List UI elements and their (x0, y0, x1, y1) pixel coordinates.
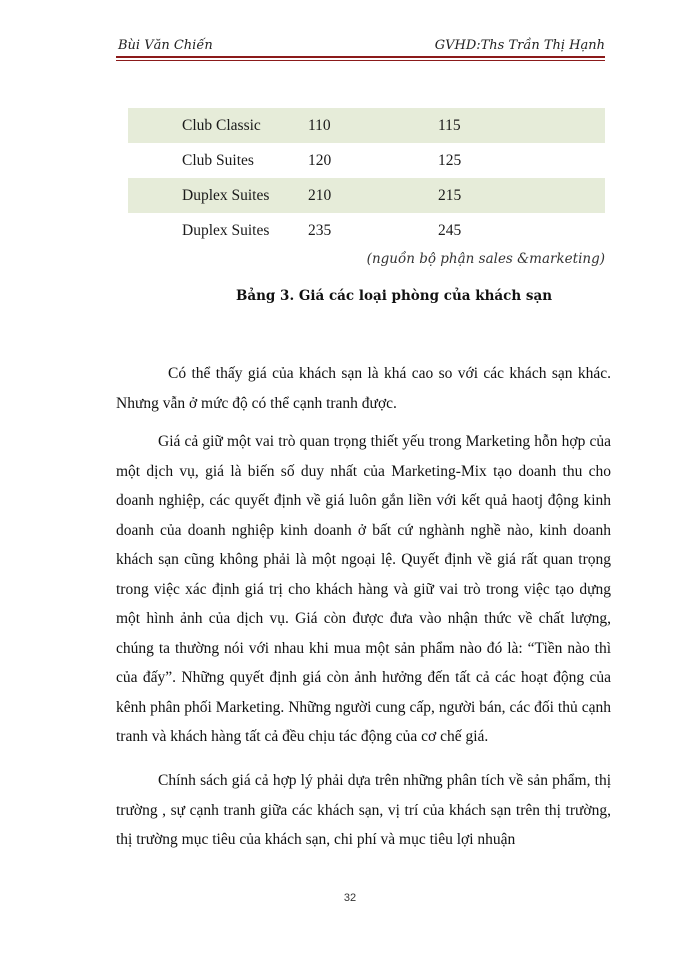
price-cell: 120 (308, 151, 332, 169)
room-price-table (128, 108, 605, 248)
page-number: 32 (343, 892, 357, 904)
table-row (128, 108, 605, 143)
header-rule (116, 56, 605, 58)
price-cell: 125 (438, 151, 462, 169)
room-type-cell: Club Classic (128, 108, 308, 143)
price-cell: 110 (308, 108, 438, 143)
price-cell: 235 (308, 221, 332, 239)
table-caption (0, 288, 700, 304)
price-cell: 215 (438, 178, 605, 213)
body-paragraph: Giá cả giữ một vai trò quan trọng thiết yếu trong Marketing hỗn hợp của một dịch vụ, giá là biến số duy nhất của Marketing-Mix tạo doanh thu cho doanh nghiệp, các quyết định về giá luôn gắn liền với kết quả haotj động kinh doanh của doanh nghiệp kinh doanh ở bất cứ nghành nghề nào, kinh doanh khách sạn cũng không phải là một ngoại lệ. Quyết định về giá rất quan trọng trong việc xác định giá trị cho khách hàng và giữ vai trò trong việc tạo dựng một hình ảnh của dịch vụ. Giá còn được đưa vào nhận thức về chất lượng, chúng ta thường nói với nhau khi mua một sản phẩm nào đó là: “Tiền nào thì của đấy”. Những quyết định giá còn ảnh hưởng đến tất cả các hoạt động của kênh phân phối Marketing. Những người cung cấp, người bán, các đối thủ cạnh tranh và khách hàng tất cả đều chịu tác động của cơ chế giá. (116, 433, 611, 745)
header-rule-thin (116, 60, 605, 61)
table-source-note: (nguồn bộ phận sales &marketing) (366, 251, 605, 267)
price-cell: 115 (438, 108, 605, 143)
table-row (128, 213, 605, 248)
price-cell: 210 (308, 178, 438, 213)
room-type-cell: Club Suites (182, 151, 254, 169)
header-author: Bùi Văn Chiến (118, 38, 213, 53)
body-paragraph: Chính sách giá cả hợp lý phải dựa trên những phân tích về sản phẩm, thị trường , sự cạnh tranh giữa các khách sạn, vị trí của khách sạn trên thị trường, thị trường mục tiêu của khách sạn, chi phí và mục tiêu lợi nhuận (116, 772, 611, 848)
room-type-cell: Duplex Suites (182, 221, 270, 239)
table-caption-text: Bảng 3. Giá các loại phòng của khách sạn (235, 288, 553, 304)
table-row (128, 178, 605, 213)
table-row (128, 143, 605, 178)
room-type-cell: Duplex Suites (128, 178, 308, 213)
body-paragraph: Có thể thấy giá của khách sạn là khá cao so với các khách sạn khác. Nhưng vẫn ở mức độ có thể cạnh tranh được. (116, 365, 611, 412)
header-advisor: GVHD:Ths Trần Thị Hạnh (434, 38, 605, 53)
price-cell: 245 (438, 221, 462, 239)
